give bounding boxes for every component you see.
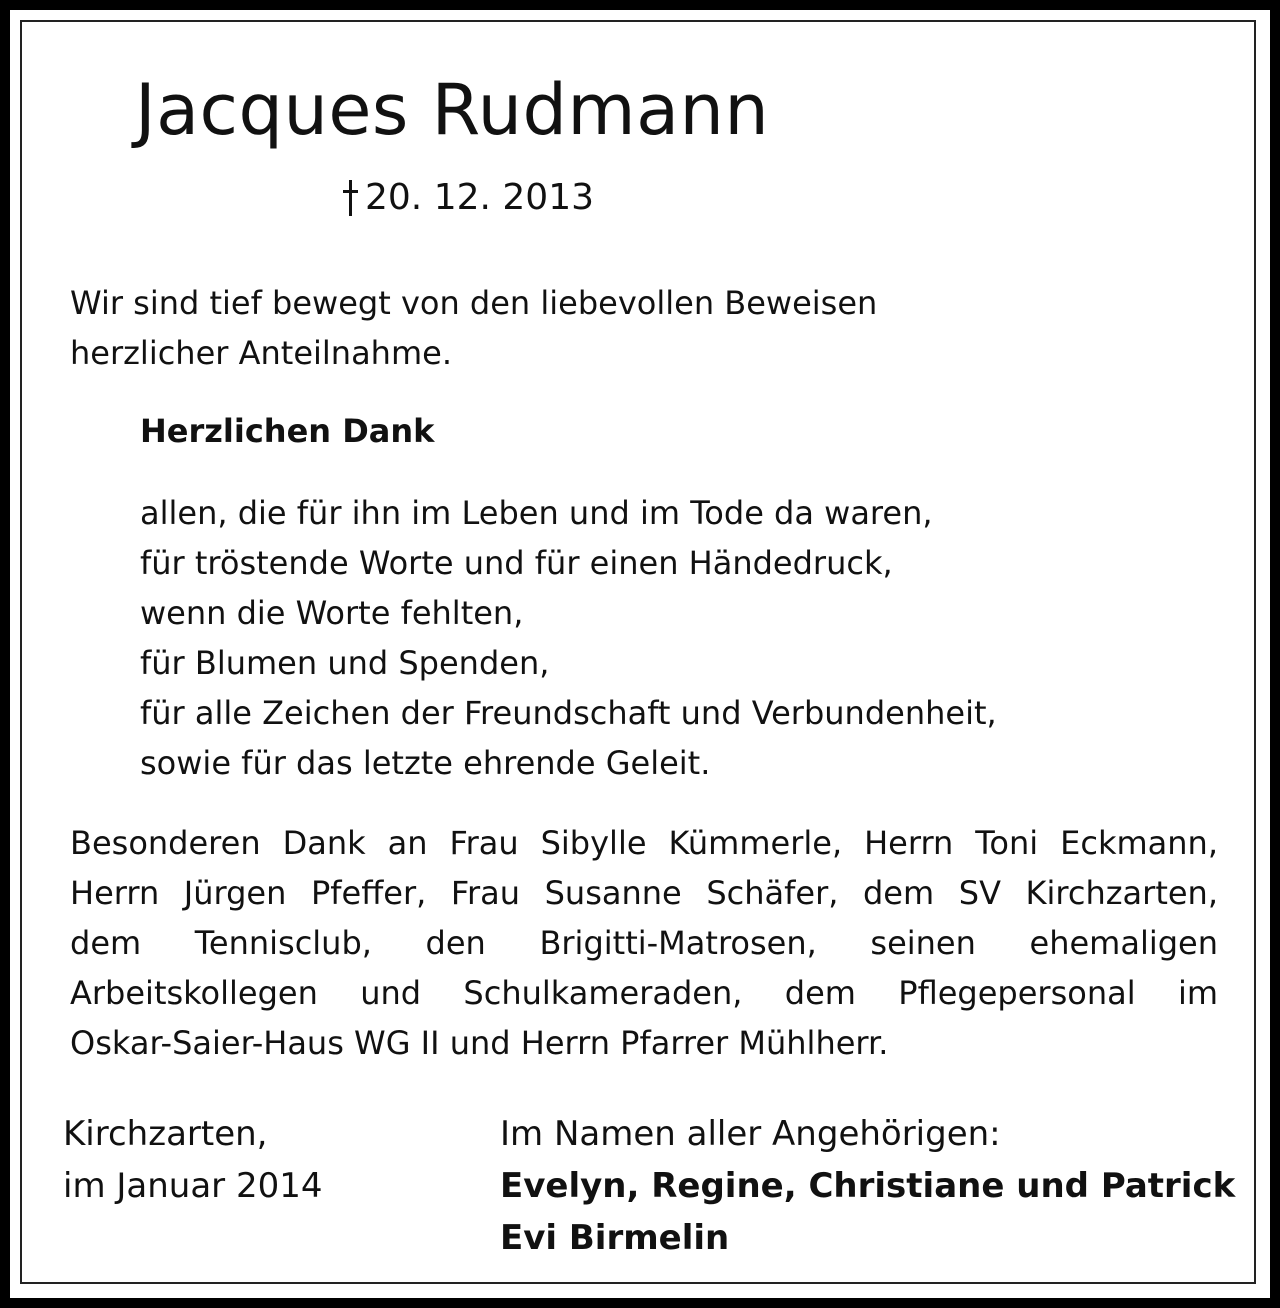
cross-icon <box>343 178 357 218</box>
signature-block <box>500 1108 1235 1264</box>
death-date: 20. 12. 2013 <box>365 177 595 218</box>
thanks-line: für Blumen und Spenden, <box>140 644 550 682</box>
thanks-line: für tröstende Worte und für einen Händedruck, <box>140 544 893 582</box>
deceased-name: Jacques Rudmann <box>135 69 770 151</box>
intro-paragraph <box>70 278 877 378</box>
thanks-heading: Herzlichen Dank <box>140 412 435 450</box>
date-line: im Januar 2014 <box>63 1166 323 1206</box>
special-thanks-line: Besonderen Dank an Frau Sibylle Kümmerle, Herrn Toni Eckmann, <box>70 824 1218 862</box>
special-thanks-line: Herrn Jürgen Pfeffer, Frau Susanne Schäfer, dem SV Kirchzarten, <box>70 874 1218 912</box>
obituary-notice <box>10 10 1270 1298</box>
special-thanks-line: Arbeitskollegen und Schulkameraden, dem Pflegepersonal im <box>70 974 1218 1012</box>
place-and-date <box>63 1108 322 1212</box>
signature-intro: Im Namen aller Angehörigen: <box>500 1114 1001 1154</box>
signature-names: Evelyn, Regine, Christiane und Patrick <box>500 1166 1236 1206</box>
signature-names: Evi Birmelin <box>500 1218 730 1258</box>
thanks-list <box>140 488 997 788</box>
special-thanks-line: dem Tennisclub, den Brigitti-Matrosen, seinen ehemaligen <box>70 924 1218 962</box>
death-date-line <box>343 176 594 220</box>
intro-line: Wir sind tief bewegt von den liebevollen Beweisen <box>70 284 878 322</box>
special-thanks-line: Oskar-Saier-Haus WG II und Herrn Pfarrer Mühlherr. <box>70 1024 889 1062</box>
thanks-line: wenn die Worte fehlten, <box>140 594 524 632</box>
thanks-line: allen, die für ihn im Leben und im Tode da waren, <box>140 494 933 532</box>
thanks-line: sowie für das letzte ehrende Geleit. <box>140 744 711 782</box>
intro-line: herzlicher Anteilnahme. <box>70 334 452 372</box>
thanks-line: für alle Zeichen der Freundschaft und Verbundenheit, <box>140 694 997 732</box>
place-line: Kirchzarten, <box>63 1114 268 1154</box>
special-thanks-paragraph <box>70 818 1218 1068</box>
